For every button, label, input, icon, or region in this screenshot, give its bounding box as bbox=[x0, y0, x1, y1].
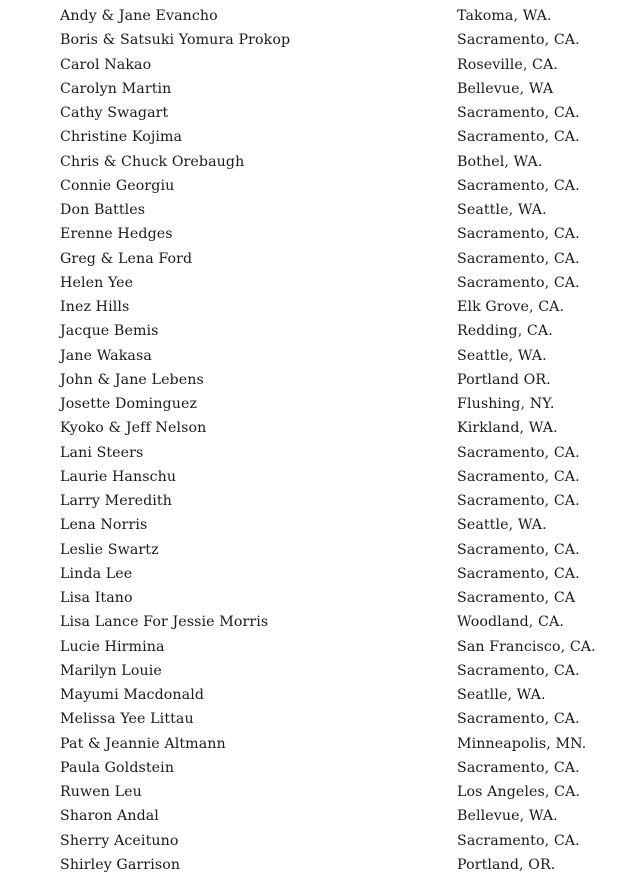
entry-location: Seatlle, WA. bbox=[457, 687, 546, 703]
entry-location: Takoma, WA. bbox=[457, 8, 552, 24]
entry-location: Bellevue, WA bbox=[457, 80, 554, 97]
entry-name: John & Jane Lebens bbox=[60, 371, 204, 388]
entry-name: Boris & Satsuki Yomura Prokop bbox=[60, 32, 291, 49]
list-item bbox=[0, 804, 640, 828]
list-item bbox=[0, 853, 640, 877]
entry-name: Erenne Hedges bbox=[60, 226, 173, 243]
list-item bbox=[0, 416, 640, 440]
entry-location: Sacramento, CA. bbox=[457, 177, 580, 194]
list-item bbox=[0, 174, 640, 198]
list-item bbox=[0, 756, 640, 780]
entry-name: Laurie Hanschu bbox=[60, 468, 177, 485]
list-item bbox=[0, 295, 640, 319]
list-item bbox=[0, 635, 640, 659]
entry-location: Sacramento, CA. bbox=[457, 129, 580, 146]
donor-list bbox=[0, 4, 640, 877]
entry-name: Don Battles bbox=[60, 202, 146, 218]
list-item bbox=[0, 465, 640, 489]
entry-location: Sacramento, CA bbox=[457, 590, 576, 606]
list-item bbox=[0, 319, 640, 343]
list-item bbox=[0, 28, 640, 52]
list-item bbox=[0, 441, 640, 465]
entry-name: Larry Meredith bbox=[60, 493, 172, 509]
entry-location: Sacramento, CA. bbox=[457, 105, 580, 121]
entry-location: Sacramento, CA. bbox=[457, 274, 580, 291]
entry-location: Woodland, CA. bbox=[457, 614, 564, 631]
entry-name: Kyoko & Jeff Nelson bbox=[60, 420, 207, 437]
entry-location: Roseville, CA. bbox=[457, 56, 558, 73]
entry-name: Cathy Swagart bbox=[60, 105, 169, 121]
entry-location: Minneapolis, MN. bbox=[457, 735, 587, 752]
list-item bbox=[0, 392, 640, 416]
entry-location: Redding, CA. bbox=[457, 323, 553, 340]
entry-location: Sacramento, CA. bbox=[457, 468, 580, 485]
list-item bbox=[0, 610, 640, 634]
entry-name: Connie Georgiu bbox=[60, 177, 175, 194]
list-item bbox=[0, 222, 640, 246]
list-item bbox=[0, 150, 640, 174]
entry-location: Flushing, NY. bbox=[457, 396, 555, 412]
list-item bbox=[0, 247, 640, 271]
entry-location: Sacramento, CA. bbox=[457, 493, 580, 509]
entry-location: Sacramento, CA. bbox=[457, 250, 580, 267]
entry-name: Marilyn Louie bbox=[60, 662, 162, 679]
entry-name: Greg & Lena Ford bbox=[60, 250, 193, 267]
entry-name: Paula Goldstein bbox=[60, 759, 175, 776]
list-item bbox=[0, 780, 640, 804]
entry-location: Sacramento, CA. bbox=[457, 711, 580, 728]
entry-name: Andy & Jane Evancho bbox=[60, 8, 218, 24]
entry-location: Los Angeles, CA. bbox=[457, 784, 581, 800]
list-item bbox=[0, 271, 640, 295]
entry-location: Portland, OR. bbox=[457, 856, 556, 873]
list-item bbox=[0, 513, 640, 537]
entry-name: Helen Yee bbox=[60, 274, 134, 291]
entry-name: Josette Dominguez bbox=[60, 396, 198, 412]
entry-name: Lisa Lance For Jessie Morris bbox=[60, 614, 269, 631]
entry-location: Sacramento, CA. bbox=[457, 565, 580, 582]
list-item bbox=[0, 562, 640, 586]
list-item bbox=[0, 125, 640, 149]
list-item bbox=[0, 829, 640, 853]
entry-location: Seattle, WA. bbox=[457, 517, 547, 534]
list-item bbox=[0, 77, 640, 101]
list-item bbox=[0, 538, 640, 562]
entry-location: Kirkland, WA. bbox=[457, 420, 558, 437]
entry-name: Lucie Hirmina bbox=[60, 638, 165, 655]
entry-name: Jane Wakasa bbox=[60, 347, 152, 364]
entry-name: Lani Steers bbox=[60, 444, 144, 461]
list-item bbox=[0, 489, 640, 513]
entry-location: Portland OR. bbox=[457, 371, 551, 388]
list-item bbox=[0, 659, 640, 683]
entry-location: Bothel, WA. bbox=[457, 153, 543, 170]
entry-location: Sacramento, CA. bbox=[457, 226, 580, 243]
list-item bbox=[0, 198, 640, 222]
list-item bbox=[0, 368, 640, 392]
entry-name: Sherry Aceituno bbox=[60, 832, 179, 849]
entry-location: Sacramento, CA. bbox=[457, 32, 580, 49]
entry-name: Inez Hills bbox=[60, 299, 130, 315]
entry-location: Seattle, WA. bbox=[457, 347, 547, 364]
entry-name: Shirley Garrison bbox=[60, 856, 181, 873]
entry-name: Lena Norris bbox=[60, 517, 148, 534]
entry-location: Sacramento, CA. bbox=[457, 759, 580, 776]
entry-location: Sacramento, CA. bbox=[457, 444, 580, 461]
entry-name: Linda Lee bbox=[60, 565, 133, 582]
list-item bbox=[0, 4, 640, 28]
entry-location: San Francisco, CA. bbox=[457, 638, 596, 655]
entry-name: Lisa Itano bbox=[60, 590, 133, 606]
entry-location: Sacramento, CA. bbox=[457, 662, 580, 679]
entry-name: Mayumi Macdonald bbox=[60, 687, 205, 703]
entry-name: Pat & Jeannie Altmann bbox=[60, 735, 226, 752]
entry-name: Christine Kojima bbox=[60, 129, 183, 146]
entry-name: Ruwen Leu bbox=[60, 784, 142, 800]
list-item bbox=[0, 707, 640, 731]
entry-location: Sacramento, CA. bbox=[457, 541, 580, 558]
entry-name: Chris & Chuck Orebaugh bbox=[60, 153, 245, 170]
list-item bbox=[0, 344, 640, 368]
entry-location: Seattle, WA. bbox=[457, 202, 547, 218]
list-item bbox=[0, 683, 640, 707]
list-item bbox=[0, 53, 640, 77]
entry-location: Sacramento, CA. bbox=[457, 832, 580, 849]
entry-name: Sharon Andal bbox=[60, 808, 159, 825]
entry-name: Leslie Swartz bbox=[60, 541, 159, 558]
entry-name: Carol Nakao bbox=[60, 56, 152, 73]
entry-name: Jacque Bemis bbox=[60, 323, 159, 340]
entry-location: Elk Grove, CA. bbox=[457, 299, 565, 315]
list-item bbox=[0, 586, 640, 610]
list-item bbox=[0, 732, 640, 756]
entry-location: Bellevue, WA. bbox=[457, 808, 558, 825]
list-item bbox=[0, 101, 640, 125]
entry-name: Melissa Yee Littau bbox=[60, 711, 194, 728]
entry-name: Carolyn Martin bbox=[60, 80, 172, 97]
